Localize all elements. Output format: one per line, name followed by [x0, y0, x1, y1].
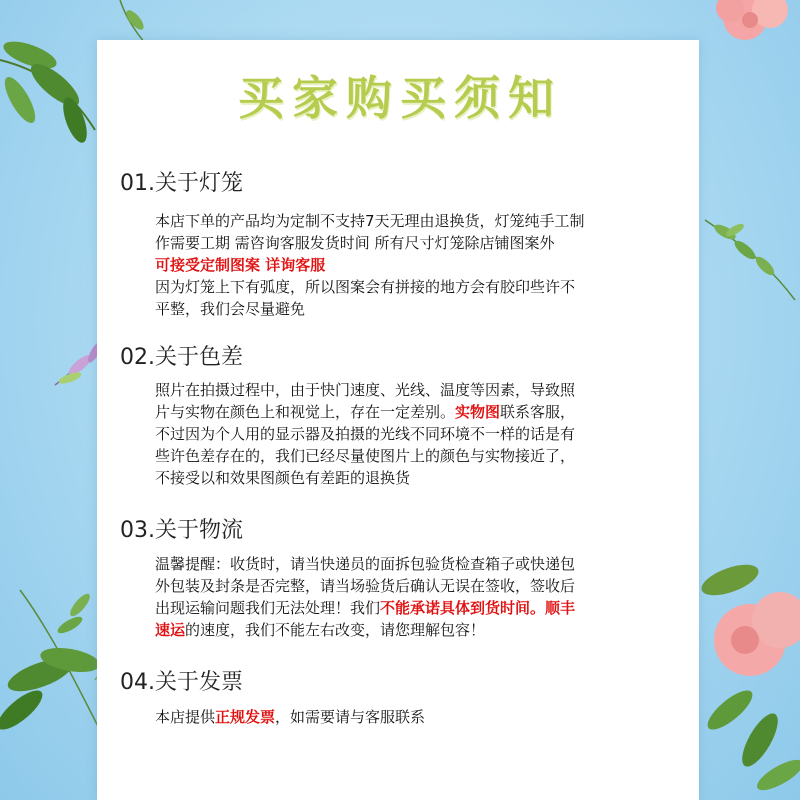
- body-text: 作需要工期 需咨询客服发货时间 所有尺寸灯笼除店铺图案外: [155, 234, 555, 252]
- body-text: 片与实物在颜色上和视觉上，存在一定差别。: [155, 403, 456, 421]
- section-heading-logistics: 03.关于物流: [120, 518, 243, 543]
- section-heading-lantern: 01.关于灯笼: [120, 171, 243, 196]
- text-line: [155, 706, 695, 728]
- section-heading-invoice: 04.关于发票: [120, 670, 243, 695]
- page-title: 买家购买须知: [238, 71, 562, 125]
- text-line: [155, 276, 695, 298]
- highlight-text: 实物图: [455, 403, 501, 421]
- section-body-invoice: [155, 706, 695, 728]
- body-text: 外包装及封条是否完整，请当场验货后确认无误在签收，签收后: [155, 577, 576, 595]
- body-text: 温馨提醒：收货时，请当快递员的面拆包验货检查箱子或快递包: [155, 555, 576, 573]
- text-line: [155, 575, 695, 597]
- text-line: [155, 254, 695, 276]
- text-line: [155, 553, 695, 575]
- body-text: 平整，我们会尽量避免: [155, 300, 306, 318]
- text-line: [155, 445, 695, 467]
- text-line: [155, 210, 695, 232]
- leaf-sprig-right-icon: [695, 200, 800, 310]
- highlight-text: 正规发票: [215, 708, 276, 726]
- highlight-text: 不能承诺具体到货时间。顺丰: [380, 599, 576, 617]
- text-line: [155, 379, 695, 401]
- body-text: 不接受以和效果图颜色有差距的退换货: [155, 469, 411, 487]
- body-text: ，如需要请与客服联系: [275, 708, 426, 726]
- section-body-color-difference: [155, 379, 695, 489]
- text-line: [155, 597, 695, 619]
- text-line: [155, 401, 695, 423]
- highlight-text: 可接受定制图案 详询客服: [155, 256, 326, 274]
- body-text: 出现运输问题我们无法处理！我们: [155, 599, 381, 617]
- section-body-lantern: [155, 210, 695, 320]
- section-body-logistics: [155, 553, 695, 641]
- body-text: 不过因为个人用的显示器及拍摄的光线不同环境不一样的话是有: [155, 425, 576, 443]
- body-text: 本店提供: [155, 708, 216, 726]
- text-line: [155, 467, 695, 489]
- body-text: 本店下单的产品均为定制不支持7天无理由退换货，灯笼纯手工制: [155, 212, 585, 230]
- body-text: 因为灯笼上下有弧度，所以图案会有拼接的地方会有胶印些许不: [155, 278, 576, 296]
- text-line: [155, 619, 695, 641]
- flowers-bottom-right-icon: [690, 560, 800, 800]
- flower-top-right-icon: [690, 0, 800, 60]
- text-line: [155, 423, 695, 445]
- text-line: [155, 232, 695, 254]
- section-heading-color-difference: 02.关于色差: [120, 345, 243, 370]
- text-line: [155, 298, 695, 320]
- body-text: 些许色差存在的，我们已经尽量使图片上的颜色与实物接近了，: [155, 447, 576, 465]
- highlight-text: 速运: [155, 621, 186, 639]
- body-text: 照片在拍摄过程中，由于快门速度、光线、温度等因素，导致照: [155, 381, 576, 399]
- body-text: 的速度，我们不能左右改变，请您理解包容！: [185, 621, 486, 639]
- body-text: 联系客服，: [500, 403, 576, 421]
